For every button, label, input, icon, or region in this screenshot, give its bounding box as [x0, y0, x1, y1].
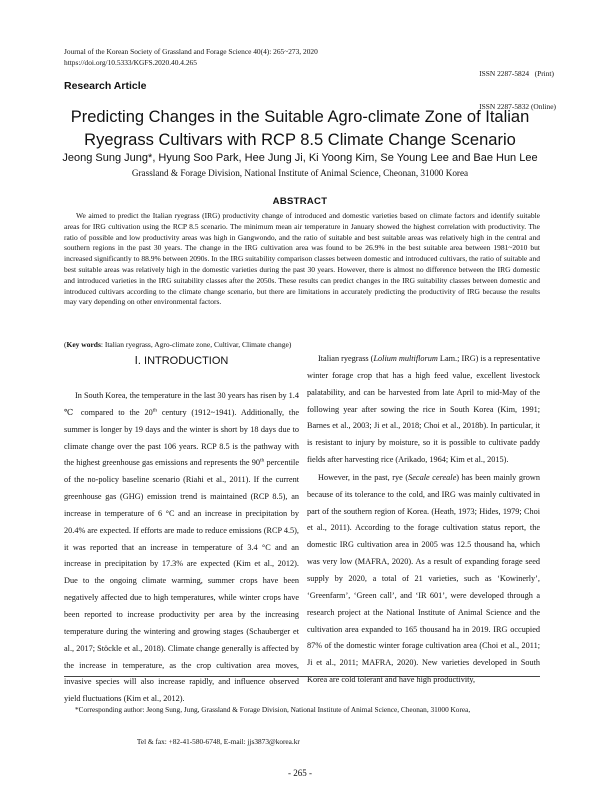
right-p1-text-b: Lam.; IRG) is a representative winter forage crop that has a high feed value, excellent livestock palatability, and can be harvested from late April to mid-May of the following year after sowing the rice in South Korea (Kim, 1991; Barnes et al., 2003; Ji et al., 2018; Choi et al., 2018b). In particular, it is resistant to injury by moisture, so it is possible to cultivate paddy fields after harvesting rice (Arikado, 1964; Kim et al., 2015).	[307, 354, 541, 465]
author-list: Jeong Sung Jung*, Hyung Soo Park, Hee Jung Ji, Ki Yoong Kim, Se Young Lee and Bae Hun Lee	[62, 152, 538, 164]
species-name-secale: Secale cereale	[408, 472, 457, 482]
affiliation: Grassland & Forage Division, National Institute of Animal Science, Cheonan, 31000 Korea	[131, 168, 469, 178]
keywords: (Key words: Italian ryegrass, Agro-climate zone, Cultivar, Climate change)	[64, 340, 292, 349]
abstract-text: We aimed to predict the Italian ryegrass (IRG) productivity change of introduced and domestic varieties based on climate factors and identify suitable areas for IRG cultivation using the RCP 8.5 scenario. The minimum mean air temperature in January showed the highest correlation with productivity. The ratio of possible and low productivity areas was high in Gangwondo, and the ratio of suitable and best suitable areas was relatively high in the central and southern regions in the past 30 years. The change in the IRG cultivation area was found to be 26.9% in the best suitable area between 1981~2010 but increased significantly to 88.9% between 2090s. In the IRG suitability comparison classes between domestic and introduced cultivars, the ratio of suitable and best suitable areas was relatively high in the domestic varieties during the past 30 years. However, there is almost no difference between the IRG domestic and introduced varieties in the IRG suitability classes after the 2050s. These results can predict changes in the IRG suitability classes between domestic and introduced cultivars according to the climate change scenario, but there are limitations in accurately predicting the productivity of IRG because the results may vary depending on other environmental factors.	[64, 211, 540, 307]
species-name-lolium: Lolium multiflorum	[373, 354, 438, 363]
superscript-th-2: th	[260, 457, 265, 464]
section-heading-introduction: Ⅰ. INTRODUCTION	[134, 355, 229, 367]
abstract-heading: ABSTRACT	[272, 196, 328, 207]
corresponding-author-footnote	[75, 684, 541, 768]
right-paragraph-1	[307, 351, 540, 469]
left-text-3: percentile of the no-policy baseline scenario (Riahi et al., 2011). If the current greenhouse gas (GHG) emission trend is maintained (RCP 8.5), an increase in temperature of 6 °C and an increase in precipitation by 20.4% are expected. If efforts are made to reduce emissions (RCP 4.5), it was reported that an increase in temperature of 3.4 °C and an increase in precipitation by 17.3% are expected (Kim et al., 2012). Due to the ongoing climate warming, summer crops have been negatively affected due to high temperatures, while winter crops have been reported to increase productivity per area by the increasing temperature during the wintering and growing stages (Schauberger et al., 2017; Stöckle et al., 2018). Climate change generally is affected by the increase in temperature, as the crop cultivation area moves, invasive species will also increase rapidly, and influence observed yield fluctuations (Kim et al., 2012).	[64, 458, 299, 704]
intro-right-column	[307, 351, 540, 689]
intro-left-column	[64, 388, 299, 708]
right-p2-text-a: However, in the past, rye (	[318, 472, 409, 482]
right-p1-text-a: Italian ryegrass (	[318, 354, 374, 363]
paper-title: Predicting Changes in the Suitable Agro-climate Zone of Italian Ryegrass Cultivars with RCP 8.5 Climate Change Scenario	[70, 108, 530, 149]
keywords-list: : Italian ryegrass, Agro-climate zone, Cultivar, Climate change)	[100, 340, 292, 349]
keywords-label: Key words	[66, 340, 101, 349]
footnote-line-2: Tel & fax: +82-41-580-6748, E-mail: jjs3873@korea.kr	[75, 736, 300, 746]
right-paragraph-2	[307, 470, 540, 689]
journal-citation: Journal of the Korean Society of Grassland and Forage Science 40(4): 265~273, 2020	[64, 47, 318, 56]
footnote-divider	[64, 676, 540, 677]
page-number: - 265 -	[288, 768, 312, 778]
left-text-2: century (1912~1941). Additionally, the summer is longer by 19 days and the winter is short by 18 days due to climate change over the past 106 years. RCP 8.5 is the pathway with the highest greenhouse gas emissions and represents the 90	[64, 407, 300, 468]
issn-print: ISSN 2287-5824 (Print)	[479, 69, 554, 78]
left-text-1: In South Korea, the temperature in the last 30 years has risen by 1.4 ℃ compared to the 20	[64, 391, 299, 417]
issn-online: ISSN 2287-5832 (Online)	[479, 102, 556, 111]
footnote-line-1: *Corresponding author: Jeong Sung, Jung, Grassland & Forage Division, National Institute of Animal Science, Cheonan, 31000 Korea,	[75, 705, 471, 714]
right-p2-text-b: ) has been mainly grown because of its tolerance to the cold, and IRG was mainly cultivated in part of the southern region of Korea. (Heath, 1973; Hides, 1979; Choi et al., 2011). According to the forage cultivation status report, the domestic IRG cultivation area in 2005 was 12.5 thousand ha, which was very low (MAFRA, 2020). As a result of expanding forage seed supply by 2020, a total of 21 varieties, such as ‘Kowinerly’, ‘Greenfarm’, ‘Green call’, and ‘IR 601’, were developed through a research project at the National Institute of Animal Science and the cultivation area expanded to 165 thousand ha in 2019. IRG occupied 87% of the domestic winter forage cultivation area (Choi et al., 2011; Ji et al., 2011; MAFRA, 2020). New varieties developed in South Korea are cold tolerant and have high productivity,	[307, 472, 540, 685]
superscript-th-1: th	[152, 407, 157, 414]
article-type: Research Article	[64, 80, 147, 92]
doi-link[interactable]: https://doi.org/10.5333/KGFS.2020.40.4.265	[64, 58, 197, 67]
journal-header	[64, 46, 318, 68]
